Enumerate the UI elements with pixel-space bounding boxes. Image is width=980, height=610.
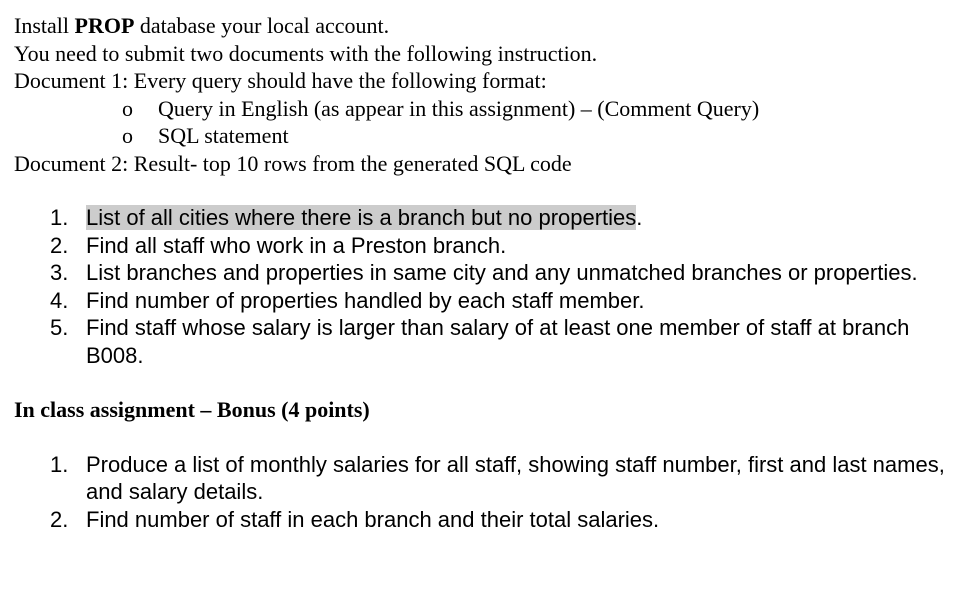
- list-number: 2.: [50, 232, 69, 258]
- intro-line-document1: Document 1: Every query should have the following format:: [14, 68, 547, 93]
- install-text-before: Install: [14, 13, 75, 38]
- list-item: [14, 204, 964, 232]
- highlighted-text[interactable]: List of all cities where there is a branch but no properties: [86, 205, 637, 230]
- list-number: 2.: [50, 506, 69, 532]
- list-item: [14, 506, 964, 534]
- list-item: [14, 232, 964, 260]
- list-item: [14, 314, 964, 369]
- list-text: Produce a list of monthly salaries for all staff, showing staff number, first and last names, and salary details.: [86, 451, 945, 504]
- list-number: 1.: [50, 451, 69, 477]
- bullet-text: SQL statement: [158, 123, 289, 148]
- bullet-marker: o: [122, 95, 133, 121]
- task-list: [14, 204, 964, 369]
- intro-line-submit: You need to submit two documents with the following instruction.: [14, 40, 598, 66]
- bonus-list: [14, 451, 964, 534]
- bullet-marker: o: [122, 123, 133, 148]
- list-item: [14, 451, 964, 506]
- list-text: List branches and properties in same city and any unmatched branches or properties.: [86, 260, 918, 285]
- list-text: Find staff whose salary is larger than salary of at least one member of staff at branch B008.: [86, 315, 910, 368]
- list-text: Find all staff who work in a Preston branch.: [86, 232, 507, 258]
- intro-line-document2: Document 2: Result- top 10 rows from the generated SQL code: [14, 150, 572, 176]
- install-text-after: database your local account.: [134, 13, 390, 38]
- list-text-tail: .: [636, 205, 643, 230]
- bullet-text: Query in English (as appear in this assignment) – (Comment Query): [158, 95, 760, 121]
- list-number: 3.: [50, 260, 69, 285]
- list-text: Find number of staff in each branch and their total salaries.: [86, 506, 660, 532]
- document-page: [14, 12, 964, 533]
- bonus-heading: [14, 396, 964, 424]
- intro-line-install: [14, 12, 964, 40]
- prop-database-name: PROP: [74, 13, 135, 38]
- list-item: [14, 287, 964, 315]
- bonus-heading-text: In class assignment – Bonus (4 points): [14, 397, 370, 422]
- list-text: Find number of properties handled by each staff member.: [86, 287, 645, 313]
- bullet-item: [14, 122, 964, 150]
- bullet-item: [14, 95, 964, 123]
- list-item: [14, 259, 964, 287]
- list-number: 1.: [50, 205, 69, 230]
- list-number: 4.: [50, 287, 69, 313]
- list-number: 5.: [50, 315, 69, 340]
